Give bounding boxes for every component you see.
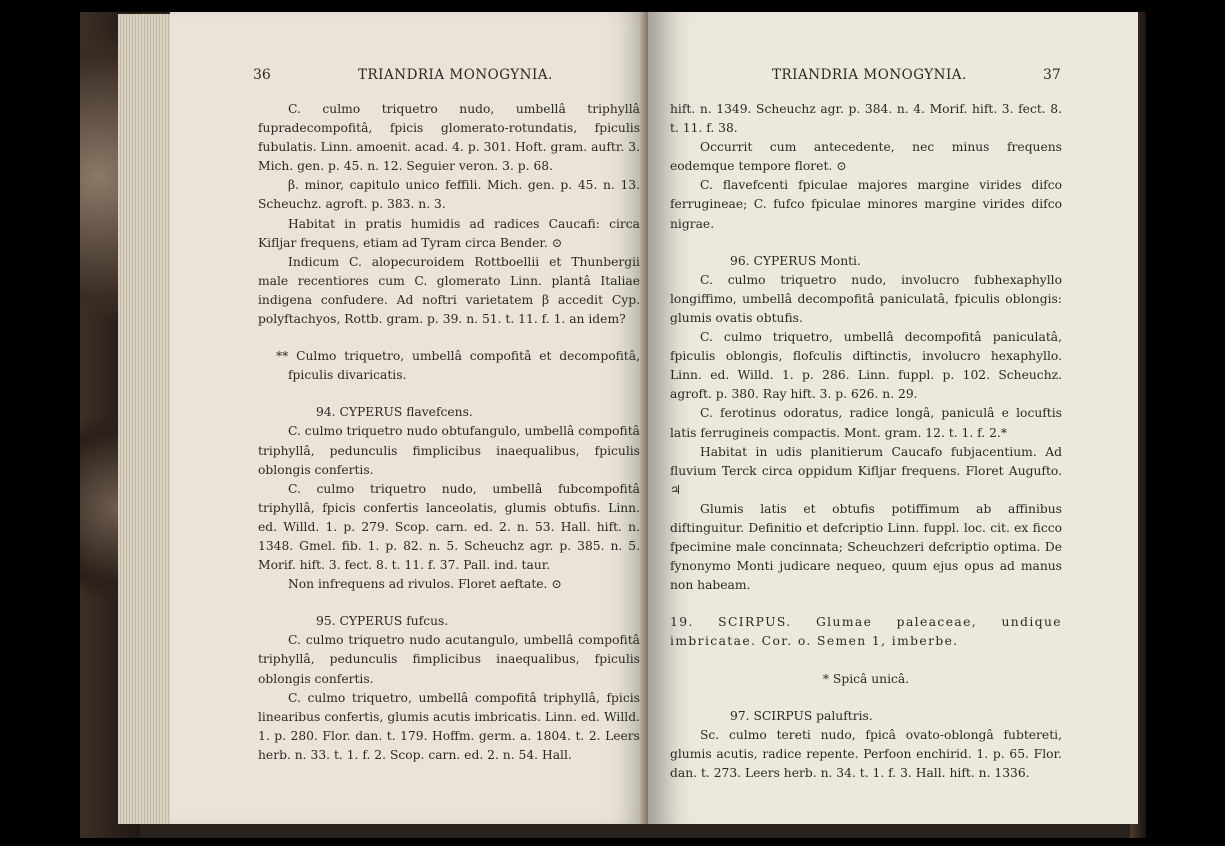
left-page-text [258, 100, 640, 765]
right-page-number: 37 [1043, 67, 1061, 83]
paragraph-spacer [670, 652, 1062, 670]
left-page-number: 36 [253, 67, 271, 83]
paragraph: Non infrequens ad rivulos. Floret aeftate. ⊙ [288, 577, 562, 592]
right-page [648, 12, 1138, 824]
paragraph: C. flavefcenti fpiculae majores margine virides difco ferrugineae; C. fufco fpiculae minores margine virides difco nigrae. [670, 178, 1062, 231]
genus-heading: 19. SCIRPUS. Glumae paleaceae, undique imbricatae. Cor. o. Semen 1, imberbe. [670, 615, 1062, 649]
paragraph-spacer [670, 234, 1062, 252]
species-heading: 95. CYPERUS fufcus. [316, 614, 449, 629]
section-heading: * Spicâ unicâ. [822, 671, 910, 686]
right-page-text [670, 100, 1062, 783]
left-running-head: TRIANDRIA MONOGYNIA. [358, 67, 553, 83]
paragraph: Sc. culmo tereti nudo, fpicâ ovato-oblongâ fubtereti, glumis acutis, radice repente. Perfoon enchirid. 1. p. 65. Flor. dan. t. 273. Leers herb. n. 34. t. 1. f. 3. Hall. hift. n. 1336. [670, 727, 1062, 780]
species-heading: 96. CYPERUS Monti. [730, 253, 861, 268]
paragraph: C. culmo triquetro, umbellâ decompofitâ paniculatâ, fpiculis oblongis, flofculis diftinctis, involucro hexaphyllo. Linn. ed. Willd. 1. p. 286. Linn. fuppl. p. 102. Scheuchz. agroft. p. 380. Ray hift. 3. p. 626. n. 29. [670, 330, 1062, 402]
paragraph: Habitat in pratis humidis ad radices Caucafi: circa Kifljar frequens, etiam ad Tyram circa Bender. ⊙ [258, 216, 640, 250]
paragraph-spacer [670, 689, 1062, 707]
paragraph-spacer [258, 329, 640, 347]
paragraph: C. culmo triquetro, umbellâ compofitâ triphyllâ, fpicis linearibus confertis, glumis acutis imbricatis. Linn. ed. Willd. 1. p. 280. Flor. dan. t. 179. Hoffm. germ. a. 1804. t. 2. Leers herb. n. 33. t. 1. f. 2. Scop. carn. ed. 2. n. 54. Hall. [258, 690, 640, 762]
paragraph: C. ferotinus odoratus, radice longâ, paniculâ e locuftis latis ferrugineis compactis. Mont. gram. 12. t. 1. f. 2.* [670, 406, 1062, 440]
paragraph: C. culmo triquetro nudo, umbellâ triphyllâ fupradecompofitâ, fpicis glomerato-rotundatis, fpiculis fubulatis. Linn. amoenit. acad. 4. p. 301. Hoft. gram. auftr. 3. Mich. gen. p. 45. n. 12. Seguier veron. 3. p. 68. [258, 102, 640, 174]
right-running-head: TRIANDRIA MONOGYNIA. [772, 67, 967, 83]
paragraph: hift. n. 1349. Scheuchz agr. p. 384. n. 4. Morif. hift. 3. fect. 8. t. 11. f. 38. [670, 102, 1062, 136]
paragraph: C. culmo triquetro nudo obtufangulo, umbellâ compofitâ triphyllâ, pedunculis fimplicibus inaequalibus, fpiculis oblongis confertis. [258, 424, 640, 477]
paragraph: C. culmo triquetro nudo acutangulo, umbellâ compofitâ triphyllâ, pedunculis fimplicibus inaequalibus, fpiculis oblongis confertis. [258, 633, 640, 686]
paragraph: Habitat in udis planitierum Caucafo fubjacentium. Ad fluvium Terck circa oppidum Kifljar frequens. Floret Augufto. ♃ [670, 444, 1062, 497]
paragraph: C. culmo triquetro nudo, umbellâ fubcompofitâ triphyllâ, fpicis confertis lanceolatis, glumis obtufis. Linn. ed. Willd. 1. p. 279. Scop. carn. ed. 2. n. 53. Hall. hift. n. 1348. Gmel. fib. 1. p. 82. n. 5. Scheuchz agr. p. 385. n. 5. Morif. hift. 3. fect. 8. t. 11. f. 37. Pall. ind. taur. [258, 481, 640, 573]
paragraph: Indicum C. alopecuroidem Rottboellii et Thunbergii male recentiores cum C. glomerato Linn. plantâ Italiae indigena confudere. Ad noftri varietatem β accedit Cyp. polyftachyos, Rottb. gram. p. 39. n. 51. t. 11. f. 1. an idem? [258, 254, 640, 327]
paragraph: β. minor, capitulo unico feffili. Mich. gen. p. 45. n. 13. Scheuchz. agroft. p. 383. n. 3. [258, 178, 640, 212]
paragraph: Occurrit cum antecedente, nec minus frequens eodemque tempore floret. ⊙ [670, 140, 1062, 174]
section-heading: ** Culmo triquetro, umbellâ compofitâ et decompofitâ, fpiculis divaricatis. [276, 349, 640, 383]
species-heading: 94. CYPERUS flavefcens. [316, 405, 473, 420]
paragraph-spacer [258, 385, 640, 403]
left-page [170, 12, 648, 824]
paragraph-spacer [258, 594, 640, 612]
paragraph-spacer [670, 595, 1062, 613]
paragraph: C. culmo triquetro nudo, involucro fubhexaphyllo longiffimo, umbellâ decompofitâ paniculatâ, fpiculis oblongis: glumis ovatis obtufis. [670, 272, 1062, 325]
species-heading: 97. SCIRPUS paluftris. [730, 708, 873, 723]
page-edges [118, 14, 178, 824]
paragraph: Glumis latis et obtufis potiffimum ab affinibus diftinguitur. Definitio et defcriptio Linn. fuppl. loc. cit. ex ficco fpecimine male concinnata; Scheuchzeri defcriptio optima. De fynonymo Monti judicare nequeo, quum ejus opus ad manus non habeam. [670, 501, 1062, 593]
